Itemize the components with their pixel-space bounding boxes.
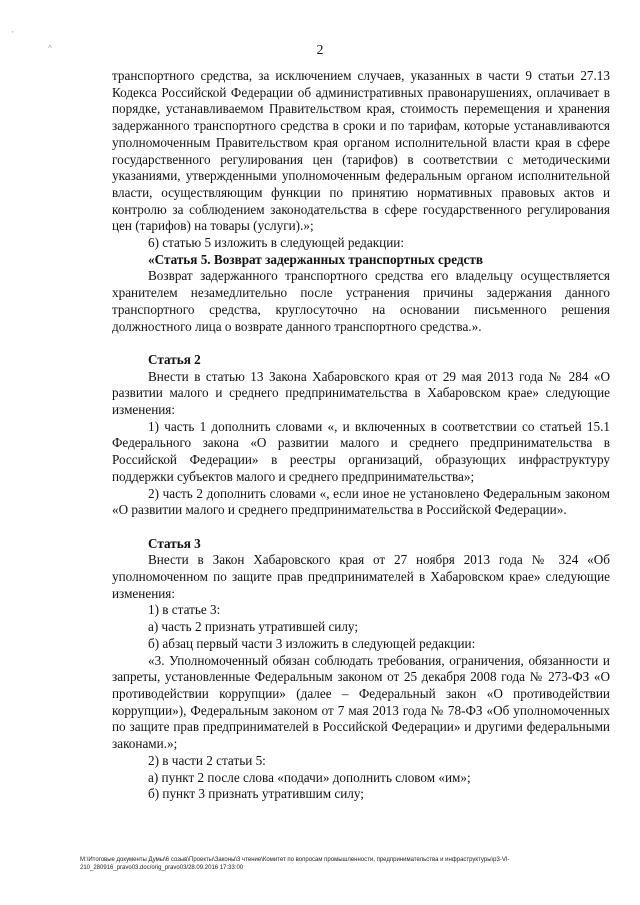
paragraph-article-5-text: Возврат задержанного транспортного средства его владельцу осуществляется хранителем незамедлительно после устранения причины задержания данного транспортного средства, круглосуточно на основании письменного решения должностного лица о возврате данного транспортного средства.». xyxy=(112,268,610,334)
spacer xyxy=(112,335,610,352)
paragraph-item-6: 6) статью 5 изложить в следующей редакции: xyxy=(148,235,404,251)
paragraph-article-3-item-2a: а) пункт 2 после слова «подачи» дополнить словом «им»; xyxy=(148,769,471,785)
document-body xyxy=(112,68,610,803)
article-5-heading: «Статья 5. Возврат задержанных транспортных средств xyxy=(148,251,483,267)
paragraph-article-3-item-2: 2) в части 2 статьи 5: xyxy=(148,752,266,768)
file-path-footer: M:\Итоговые документы Думы\6 созыв\Проекты\Законы\3 чтение\Комитет по вопросам промышленности, предпринимательства и инфраструктуры\р3-VI-210_280916_pravo03.doc/orig_pravo03/28.09.2016 17:33:00 xyxy=(80,857,510,871)
spacer xyxy=(112,519,610,536)
scan-mark-top: ' xyxy=(12,30,14,39)
paragraph-article-2-intro: Внести в статью 13 Закона Хабаровского края от 29 мая 2013 года № 284 «О развитии малого и среднего предпринимательства в Хабаровском крае» следующие изменения: xyxy=(112,368,610,418)
page-number: 2 xyxy=(316,43,324,58)
paragraph-article-2-item-1: 1) часть 1 дополнить словами «, и включенных в соответствии со статьей 15.1 Федерального закона «О развитии малого и среднего предпринимательства в Российской Федерации» в реестры организаций, образующих инфраструктуру поддержки субъектов малого и среднего предпринимательства»; xyxy=(112,418,610,484)
paragraph-article-3-item-1a: а) часть 2 признать утратившей силу; xyxy=(148,619,359,635)
article-2-heading: Статья 2 xyxy=(148,351,201,367)
paragraph-article-3-item-1b: б) абзац первый части 3 изложить в следующей редакции: xyxy=(148,635,476,651)
paragraph-article-3-quote: «3. Уполномоченный обязан соблюдать требования, ограничения, обязанности и запреты, установленные Федеральным законом от 25 декабря 2008 года № 273-ФЗ «О противодействии коррупции» (далее – Федеральный закон «О противодействии коррупции»), Федеральным законом от 7 мая 2013 года № 78-ФЗ «Об уполномоченных по защите прав предпринимателей в Российской Федерации» и другими федеральными законами.»; xyxy=(112,652,610,752)
paragraph-article-3-item-1: 1) в статье 3: xyxy=(148,602,221,618)
article-3-heading: Статья 3 xyxy=(148,535,201,551)
paragraph-continuation: транспортного средства, за исключением случаев, указанных в части 9 статьи 27.13 Кодекса Российской Федерации об административных правонарушениях, оплачивает в порядке, устанавливаемом Правительством края, стоимость перемещения и хранения задержанного транспортного средства в сроки и по тарифам, которые устанавливаются уполномоченным Правительством края органом исполнительной власти края в сфере государственного регулирования цен (тарифов) в соответствии с методическими указаниями, утвержденными уполномоченным федеральным органом исполнительной власти, осуществляющим функции по принятию нормативных правовых актов и контролю за соблюдением законодательства в сфере государственного регулирования цен (тарифов) на товары (услуги).»; xyxy=(112,68,610,234)
paragraph-article-3-intro: Внести в Закон Хабаровского края от 27 ноября 2013 года № 324 «Об уполномоченном по защите прав предпринимателей в Хабаровском крае» следующие изменения: xyxy=(112,552,610,601)
paragraph-article-2-item-2: 2) часть 2 дополнить словами «, если иное не установлено Федеральным законом «О развитии малого и среднего предпринимательства в Российской Федерации». xyxy=(112,485,610,518)
scan-mark-second: ^ xyxy=(48,44,52,53)
paragraph-article-3-item-2b: б) пункт 3 признать утратившим силу; xyxy=(148,786,364,802)
